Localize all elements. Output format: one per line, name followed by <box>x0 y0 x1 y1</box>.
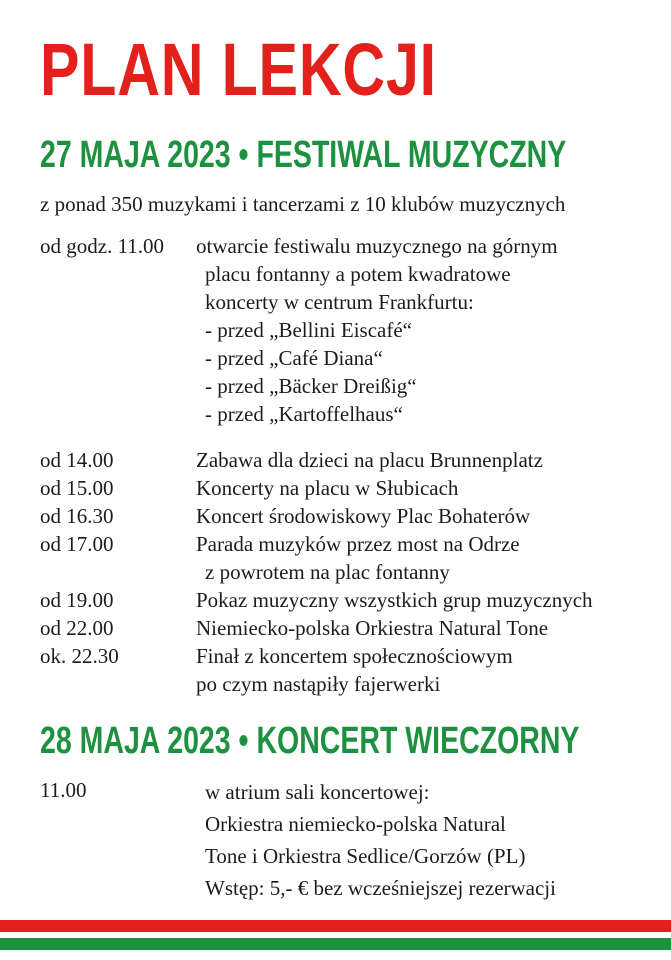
venue-item: - przed „Café Diana“ <box>205 346 383 370</box>
admission-line: Wstęp: 5,- € bez wcześniejszej rezerwacji <box>205 876 556 900</box>
event-desc-continued: po czym nastąpiły fajerwerki <box>196 672 441 696</box>
concert-line: Orkiestra niemiecko-polska Natural <box>205 812 506 836</box>
event-desc: Parada muzyków przez most na Odrze <box>196 532 520 556</box>
event-desc: Zabawa dla dzieci na placu Brunnenplatz <box>196 448 543 472</box>
venue-item: - przed „Bellini Eiscafé“ <box>205 318 412 342</box>
event-desc: Koncert środowiskowy Plac Bohaterów <box>196 504 531 528</box>
event-desc: Niemiecko-polska Orkiestra Natural Tone <box>196 616 549 640</box>
event-time: od 17.00 <box>40 532 114 556</box>
green-stripe <box>0 938 671 950</box>
event-time: od 14.00 <box>40 448 114 472</box>
event-time: od 15.00 <box>40 476 114 500</box>
concert-time: 11.00 <box>40 778 87 802</box>
day1-heading: 27 MAJA 2023 • FESTIWAL MUZYCZNY <box>40 134 567 176</box>
event-desc: Koncerty na placu w Słubicach <box>196 476 459 500</box>
red-stripe <box>0 920 671 932</box>
opening-line: otwarcie festiwalu muzycznego na górnym <box>196 234 558 258</box>
concert-line: Tone i Orkiestra Sedlice/Gorzów (PL) <box>205 844 526 868</box>
event-desc-continued: z powrotem na plac fontanny <box>205 560 450 584</box>
venue-item: - przed „Bäcker Dreißig“ <box>205 374 417 398</box>
event-time: od 22.00 <box>40 616 114 640</box>
concert-line: w atrium sali koncertowej: <box>205 780 430 804</box>
event-time: od 19.00 <box>40 588 114 612</box>
event-time: od 16.30 <box>40 504 114 528</box>
event-desc: Finał z koncertem społecznościowym <box>196 644 513 668</box>
day1-subtitle: z ponad 350 muzykami i tancerzami z 10 klubów muzycznych <box>40 192 566 216</box>
opening-line: koncerty w centrum Frankfurtu: <box>205 290 474 314</box>
day2-heading: 28 MAJA 2023 • KONCERT WIECZORNY <box>40 720 580 762</box>
venue-item: - przed „Kartoffelhaus“ <box>205 402 403 426</box>
opening-time: od godz. 11.00 <box>40 234 165 258</box>
event-time: ok. 22.30 <box>40 644 119 668</box>
opening-line: placu fontanny a potem kwadratowe <box>205 262 511 286</box>
event-desc: Pokaz muzyczny wszystkich grup muzycznych <box>196 588 593 612</box>
page-title: PLAN LEKCJI <box>40 28 437 111</box>
